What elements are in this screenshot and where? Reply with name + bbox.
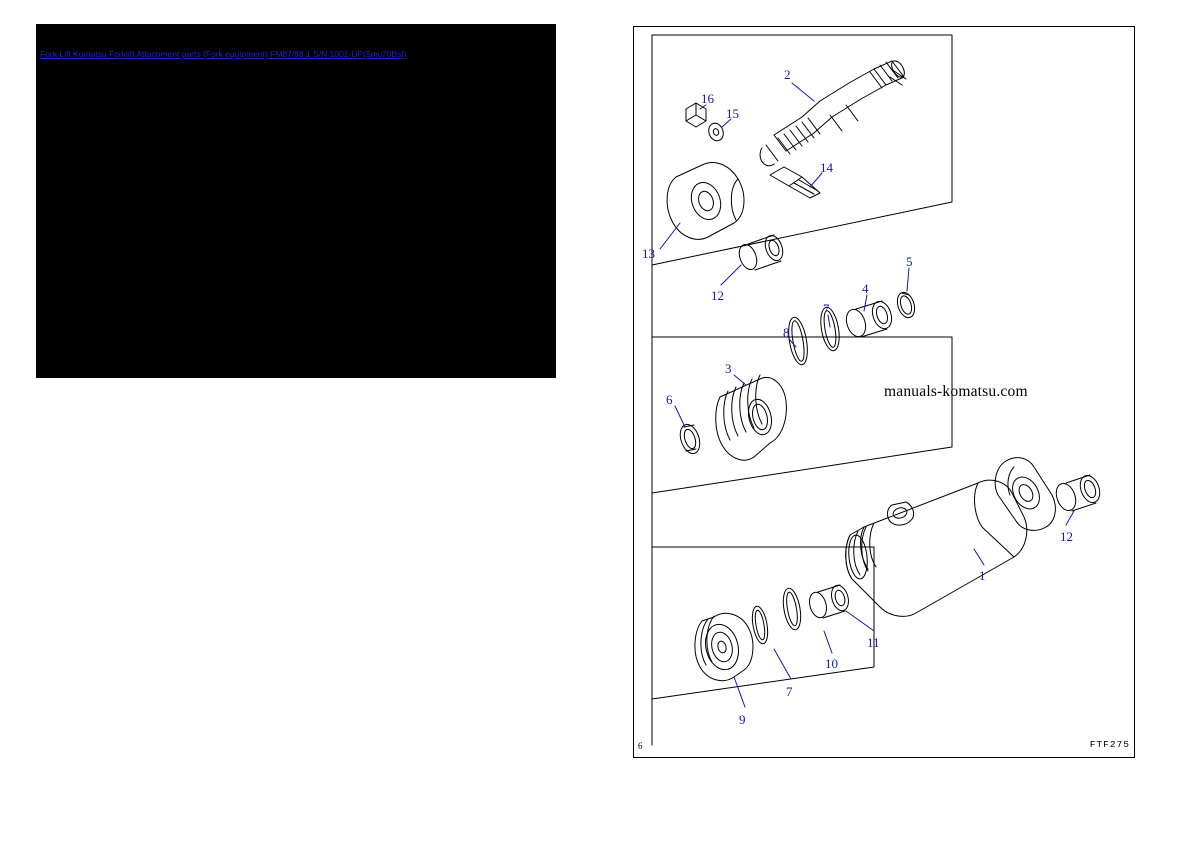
callout-5: 5 bbox=[906, 254, 913, 269]
image-placeholder-panel bbox=[36, 24, 556, 378]
callout-7-upper: 7 bbox=[823, 301, 830, 316]
callout-12-upper: 12 bbox=[711, 288, 724, 303]
part-1-cylinder-tube bbox=[846, 458, 1056, 617]
part-15-washer bbox=[706, 121, 725, 143]
callout-10: 10 bbox=[825, 656, 838, 671]
callout-4: 4 bbox=[862, 281, 869, 296]
callout-13: 13 bbox=[642, 246, 655, 261]
callout-7-lower: 7 bbox=[786, 684, 793, 699]
figure-code: FTF275 bbox=[1089, 739, 1130, 750]
part-3-cylinder-head bbox=[716, 375, 787, 460]
part-9-piston bbox=[695, 613, 753, 680]
callout-12-lower: 12 bbox=[1060, 529, 1073, 544]
callout-6: 6 bbox=[666, 392, 673, 407]
part-11-bushing bbox=[807, 583, 852, 619]
watermark: manuals-komatsu.com bbox=[884, 383, 1028, 400]
guide-plane-middle bbox=[652, 337, 952, 493]
part-7-oring-upper bbox=[818, 306, 842, 352]
guide-plane-top bbox=[652, 35, 952, 265]
parts-diagram bbox=[633, 26, 1135, 758]
part-14-bolt bbox=[770, 167, 820, 198]
part-12-bushing-lower bbox=[1053, 473, 1103, 513]
callout-15: 15 bbox=[726, 106, 739, 121]
part-4-bushing bbox=[843, 299, 895, 339]
callout-14: 14 bbox=[820, 160, 833, 175]
part-13-rod-eye bbox=[667, 163, 744, 240]
callout-8: 8 bbox=[783, 325, 790, 340]
callout-16: 16 bbox=[701, 91, 714, 106]
part-7-oring-lower bbox=[750, 605, 770, 645]
part-5-snap-ring bbox=[894, 290, 917, 320]
part-6-seal bbox=[677, 422, 703, 456]
guide-plane-bottom bbox=[652, 547, 874, 699]
breadcrumb[interactable]: Fork Lift Komatsu Forklift Attachment parts (Fork equipment) FM87/88 1 S/N 1001-UP(5mc70Bsf) bbox=[40, 49, 407, 59]
part-8-backup-ring bbox=[785, 316, 810, 366]
part-10-oring bbox=[780, 587, 803, 631]
callout-2: 2 bbox=[784, 67, 791, 82]
page-number: 6 bbox=[638, 741, 643, 751]
callout-11: 11 bbox=[867, 635, 880, 650]
callout-3: 3 bbox=[725, 361, 732, 376]
callout-1: 1 bbox=[979, 568, 986, 583]
part-2-piston-rod bbox=[760, 59, 907, 166]
callout-9: 9 bbox=[739, 712, 746, 727]
